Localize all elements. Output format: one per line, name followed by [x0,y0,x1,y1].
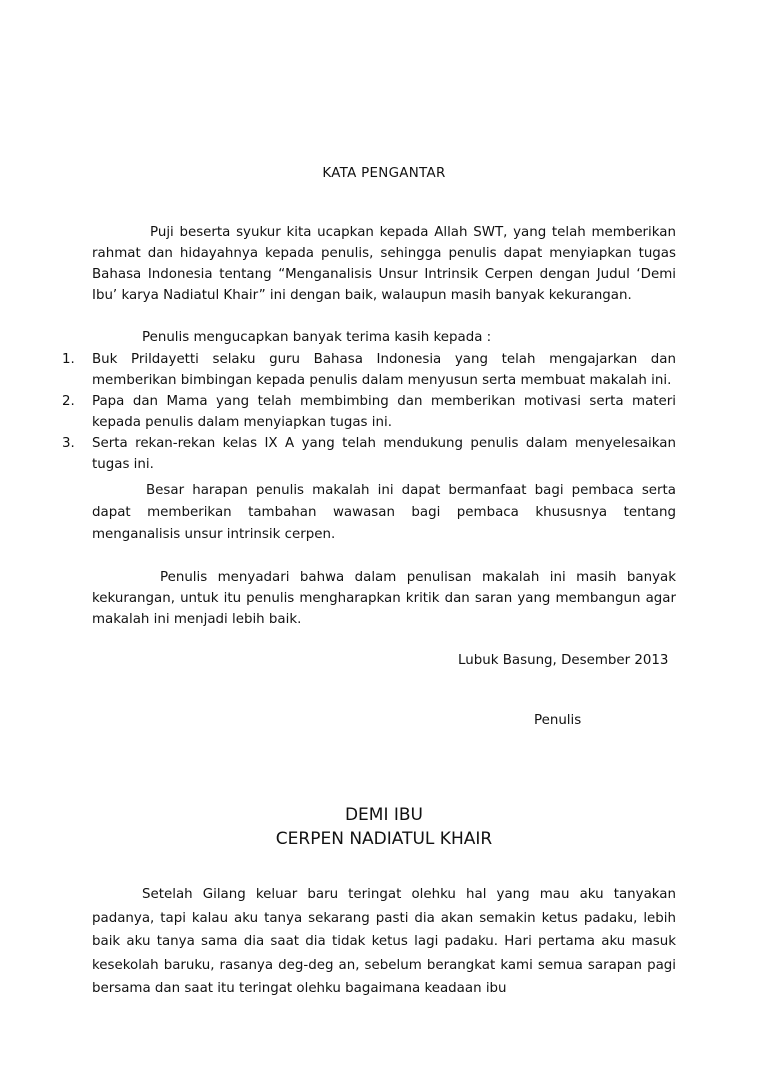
list-text: Serta rekan-rekan kelas IX A yang telah mendukung penulis dalam menyelesaikan tugas ini. [92,436,676,472]
story-subtitle: CERPEN NADIATUL KHAIR [275,829,493,849]
preface-title: KATA PENGANTAR [322,166,446,181]
thanks-list [62,349,676,475]
list-number: 2. [62,394,75,409]
list-item [62,391,676,433]
list-number: 3. [62,436,75,451]
list-text: Papa dan Mama yang telah membimbing dan memberikan motivasi serta materi kepada penulis dalam menyiapkan tugas ini. [92,394,676,430]
story-paragraph: Setelah Gilang keluar baru teringat olehku hal yang mau aku tanyakan padanya, tapi kalau aku tanya sekarang pasti dia akan semakin ketus padaku, lebih baik aku tanya sama dia saat dia tidak ketus lagi padaku. Hari pertama aku masuk kesekolah baruku, rasanya deg-deg an, sebelum berangkat kami semua sarapan pagi bersama dan saat itu teringat olehku bagaimana keadaan ibu [92,887,676,996]
list-text: Buk Prildayetti selaku guru Bahasa Indonesia yang telah mengajarkan dan memberikan bimbingan kepada penulis dalam menyusun serta membuat makalah ini. [92,352,676,388]
place-date: Lubuk Basung, Desember 2013 [458,653,669,668]
hope-paragraph: Besar harapan penulis makalah ini dapat bermanfaat bagi pembaca serta dapat memberikan tambahan wawasan bagi pembaca khususnya tentang menganalisis unsur intrinsik cerpen. [92,483,676,542]
signer-name: Penulis [534,713,582,728]
list-item [62,433,676,475]
story-title: DEMI IBU [344,805,424,825]
list-number: 1. [62,352,75,367]
list-item [62,349,676,391]
preface-paragraph: Puji beserta syukur kita ucapkan kepada Allah SWT, yang telah memberikan rahmat dan hidayahnya kepada penulis, sehingga penulis dapat menyiapkan tugas Bahasa Indonesia tentang “Menganalisis Unsur Intrinsik Cerpen dengan Judul ‘Demi Ibu’ karya Nadiatul Khair” ini dengan baik, walaupun masih banyak kekurangan. [92,225,676,303]
thanks-intro: Penulis mengucapkan banyak terima kasih kepada : [142,330,492,345]
closing-paragraph: Penulis menyadari bahwa dalam penulisan makalah ini masih banyak kekurangan, untuk itu penulis mengharapkan kritik dan saran yang membangun agar makalah ini menjadi lebih baik. [92,570,676,627]
